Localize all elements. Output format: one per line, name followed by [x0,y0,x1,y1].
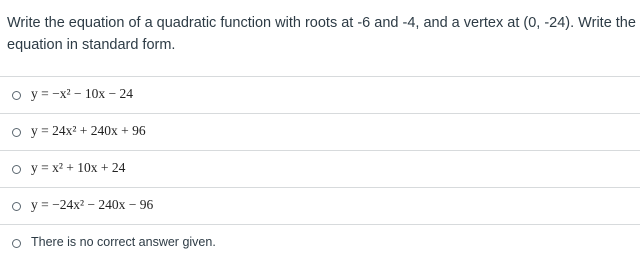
answer-option-5[interactable] [0,224,640,261]
question-text: Write the equation of a quadratic function with roots at -6 and -4, and a vertex at (0, -24). Write the equation in standard form. [7,15,636,53]
answer-label: y = −x² − 10x − 24 [31,86,134,101]
answer-option-3[interactable] [0,150,640,187]
answer-label: There is no correct answer given. [31,235,216,249]
answer-label: y = −24x² − 240x − 96 [31,197,154,212]
radio-button[interactable] [12,91,21,100]
radio-button[interactable] [12,239,21,248]
answer-option-4[interactable] [0,187,640,224]
answer-options [0,76,640,261]
answer-label: y = x² + 10x + 24 [31,160,126,175]
radio-button[interactable] [12,128,21,137]
answer-option-1[interactable] [0,76,640,113]
radio-button[interactable] [12,165,21,174]
answer-label: y = 24x² + 240x + 96 [31,123,146,138]
answer-option-2[interactable] [0,113,640,150]
radio-button[interactable] [12,202,21,211]
